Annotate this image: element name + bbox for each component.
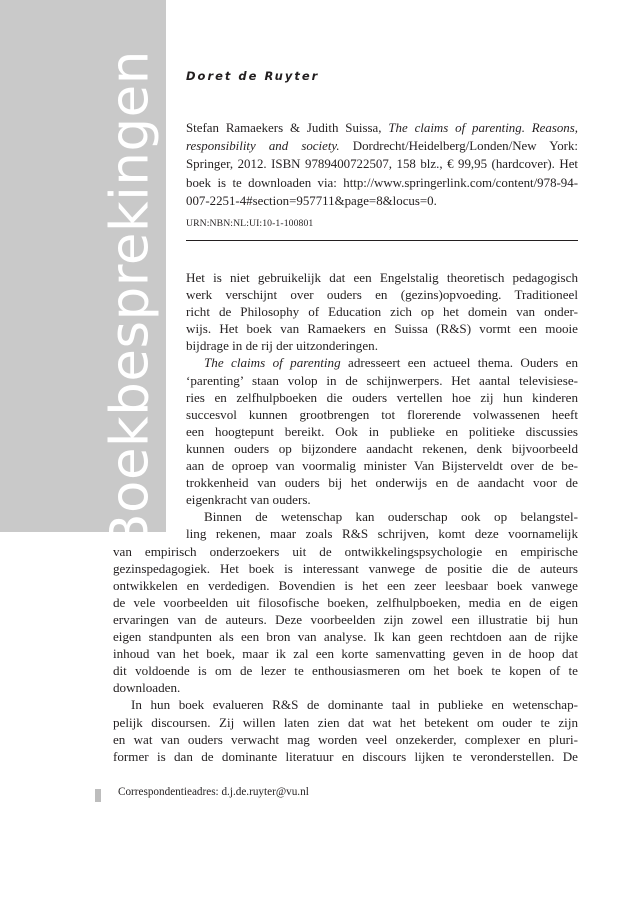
section-title: Boekbesprekingen — [99, 50, 161, 550]
body-line: ‘parenting’ staan volop in de schijnwerpers. Het aantal televisiese- — [186, 372, 578, 388]
review-author: Doret de Ruyter — [186, 69, 320, 83]
body-line: een hoogtepunt bereikt. Ook in publieke en politieke discussies — [186, 423, 578, 439]
body-line: gezinspedagogiek. Het boek is interessant vanwege de positie die de auteurs — [113, 560, 578, 576]
footer-marker — [95, 789, 101, 802]
book-authors: Stefan Ramaekers & Judith Suissa, — [186, 121, 382, 135]
body-line: van empirisch onderzoekers uit de ontwikkelingspsychologie en empirische — [113, 543, 578, 559]
body-line: In hun boek evalueren R&S de dominante taal in publieke en wetenschap- — [131, 697, 578, 713]
book-title: The claims of parenting. Reasons, responsibility and society. — [186, 121, 578, 154]
body-line: downloaden. — [113, 680, 181, 696]
body-line: ervaringen van de auteurs. Deze voorbeelden zijn zowel een illustratie bij hun — [113, 611, 578, 627]
body-line: trokkenheid van ouders bij het onderwijs en de aandacht voor de — [186, 475, 578, 491]
body-line: werk verschijnt over ouders en (gezins)opvoeding. Traditioneel — [186, 287, 578, 303]
body-line: eigenkracht van ouders. — [186, 492, 311, 508]
body-line: adresseert een actueel thema. Ouders en — [348, 355, 578, 371]
body-line: wijs. Het boek van Ramaekers en Suissa (R&S) vormt een mooie — [186, 321, 578, 337]
body-line: dit voldoende is om de lezer te enthousiasmeren om het boek te kopen of te — [113, 663, 578, 679]
body-line-italic-start — [186, 354, 578, 371]
body-line: ries en zelfhulpboeken die ouders vertellen hoe zij hun kinderen — [186, 389, 578, 405]
book-reference — [186, 119, 578, 210]
body-line: former is dan de dominante literatuur en discours lijken te veronderstellen. De — [113, 748, 578, 764]
body-line: eigen standpunten als een bron van analyse. Ik kan geen rechtdoen aan de rijke — [113, 629, 578, 645]
body-line: ling rekenen, maar zoals R&S schrijven, komt deze voornamelijk — [186, 526, 578, 542]
body-column-narrow — [186, 269, 578, 543]
body-line: kunnen ouders op bijzondere aandacht rekenen, denk bijvoorbeeld — [186, 440, 578, 456]
divider — [186, 240, 578, 241]
body-line: Het is niet gebruikelijk dat een Engelstalig theoretisch pedagogisch — [186, 270, 578, 285]
body-line: Binnen de wetenschap kan ouderschap ook op belangstel- — [204, 509, 578, 525]
book-publication: Dordrecht/Heidelberg/Londen/New York: Springer, 2012. ISBN 9789400722507, 158 blz., € 99,95 (hardcover). Het boek is te downloaden via: http://www.springerlink.com/content/978-94-007-2251-4#section=957711&page=8&locus=0. — [186, 139, 578, 208]
body-line: richt de Philosophy of Education zich op het domein van onder- — [186, 304, 578, 320]
correspondence-address: Correspondentieadres: d.j.de.ruyter@vu.nl — [118, 786, 309, 798]
body-line: en wat van ouders verwacht mag worden veel onzekerder, complexer en pluri- — [113, 731, 578, 747]
body-line: succesvol kunnen grootbrengen tot florerende volwassenen heeft — [186, 406, 578, 422]
body-line: pelijk discoursen. Zij willen laten zien dat wat het betekent om ouder te zijn — [113, 714, 578, 730]
body-line: inhoud van het boek, maar ik zal een korte samenvatting geven in de hoop dat — [113, 646, 578, 662]
body-line: bijdrage in de rij der uitzonderingen. — [186, 338, 378, 354]
body-line: ontwikkelen en verdedigen. Bovendien is het een zeer leesbaar boek vanwege — [113, 577, 578, 593]
body-line: aan de oproep van voormalig minister Van Bijsterveldt over de be- — [186, 458, 578, 474]
inline-book-title: The claims of parenting — [204, 355, 341, 371]
body-line: de vele voorbeelden uit filosofische boeken, zelfhulpboeken, media en de eigen — [113, 594, 578, 610]
urn-identifier: URN:NBN:NL:UI:10-1-100801 — [186, 218, 314, 229]
body-column-wide — [113, 543, 578, 765]
